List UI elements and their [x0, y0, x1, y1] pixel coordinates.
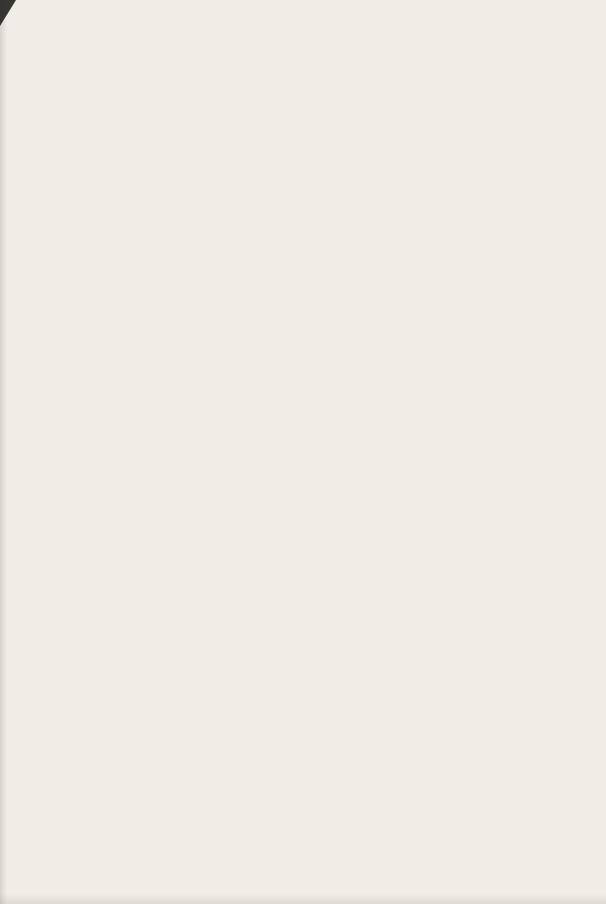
figure-caption	[57, 497, 80, 513]
page-edge-shadow-bottom	[0, 894, 606, 904]
page-edge-shadow-left	[0, 0, 7, 904]
